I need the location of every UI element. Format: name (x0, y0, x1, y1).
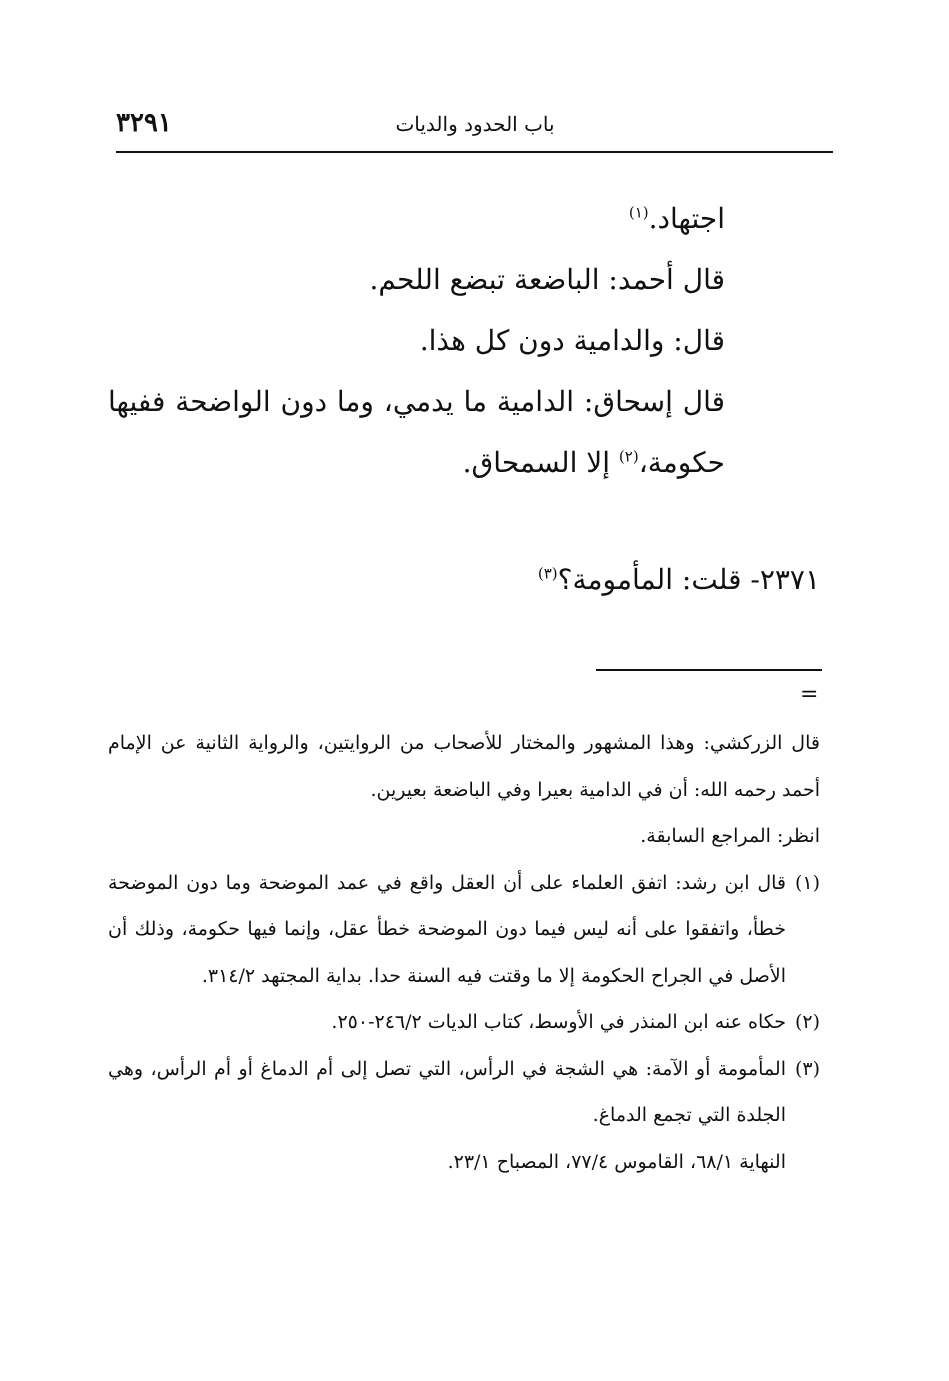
main-paragraph (108, 371, 725, 493)
footnote-references: النهاية ٦٨/١، القاموس ٧٧/٤، المصباح ٢٣/١. (447, 1150, 786, 1173)
footnote-item (108, 1046, 820, 1139)
footnote-item (108, 999, 820, 1046)
page-number: ٣٢٩١ (116, 108, 172, 138)
footnote-ref-1: (١) (628, 203, 649, 222)
footnote-number: (١) (794, 871, 820, 894)
footnote-see-also: انظر: المراجع السابقة. (640, 825, 820, 847)
footnotes (108, 720, 820, 1185)
question-text: ٢٣٧١- قلت: المأمومة؟ (557, 563, 820, 596)
main-text (108, 188, 725, 493)
footnote-ref-3: (٣) (537, 564, 558, 583)
main-line-3: قال: والدامية دون كل هذا. (419, 324, 725, 357)
footnote-separator (596, 669, 822, 671)
footnote-number: (٣) (794, 1057, 820, 1080)
main-paragraph-start: قال إسحاق: الدامية ما يدمي، وما دون الواضحة ففيها حكومة، (108, 385, 725, 479)
question-heading (440, 555, 820, 605)
running-title: باب الحدود والديات (395, 112, 555, 136)
main-paragraph-end: إلا السمحاق. (462, 446, 619, 479)
footnote-text: قال ابن رشد: اتفق العلماء على أن العقل واقع في عمد الموضحة وما دون الموضحة خطأ، واتفقوا على أنه ليس فيما دون الموضحة خطأ عقل، وإنما فيها حكومة، وذلك أن الأصل في الجراح الحكومة إلا ما وقتت فيه السنة حدا. بداية المجتهد ٣١٤/٢. (108, 871, 786, 987)
header-divider (116, 151, 833, 153)
footnote-number: (٢) (794, 1011, 820, 1033)
footnote-text: المأمومة أو الآمة: هي الشجة في الرأس، التي تصل إلى أم الدماغ أو أم الرأس، وهي الجلدة التي تجمع الدماغ. (108, 1057, 786, 1126)
footnote-ref-2: (٢) (618, 447, 639, 466)
main-line-1 (108, 188, 725, 249)
continuation-mark: = (800, 682, 819, 707)
footnote-text: حكاه عنه ابن المنذر في الأوسط، كتاب الديات ٢٤٦/٢-٢٥٠. (331, 1011, 786, 1033)
footnote-item (108, 860, 820, 1000)
main-line-1-text: اجتهاد. (648, 202, 725, 235)
footnote-continuation: قال الزركشي: وهذا المشهور والمختار للأصحاب من الروايتين، والرواية الثانية عن الإمام أحمد رحمه الله: أن في الدامية بعيرا وفي الباضعة بعيرين. (108, 732, 820, 801)
main-line-2: قال أحمد: الباضعة تبضع اللحم. (369, 263, 725, 296)
